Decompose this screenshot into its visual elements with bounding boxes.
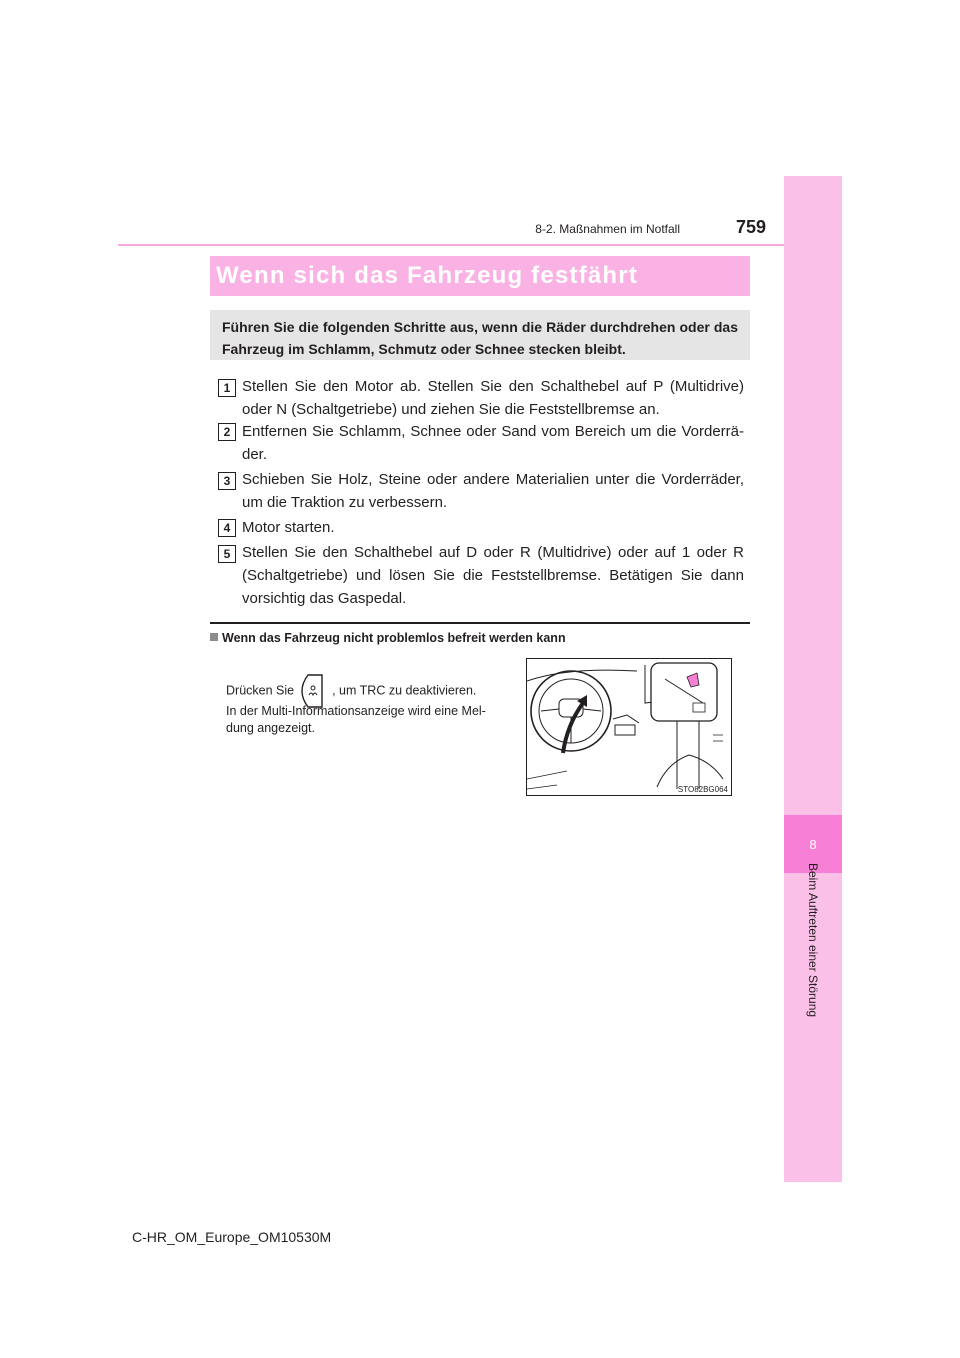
section-divider — [210, 622, 750, 624]
dashboard-illustration — [526, 658, 732, 796]
step-number-4: 4 — [218, 519, 236, 537]
side-strip — [784, 176, 842, 1182]
dashboard-drawing — [527, 659, 731, 795]
intro-text: Führen Sie die folgenden Schritte aus, wenn die Räder durchdrehen oder das Fahrzeug im Schlamm, Schmutz oder Schnee stecken bleibt. — [222, 319, 738, 357]
subsection-heading — [210, 631, 566, 645]
step-text-2: Entfernen Sie Schlamm, Schnee oder Sand vom Bereich um die Vorderrä-der. — [242, 423, 744, 463]
step-number-3: 3 — [218, 472, 236, 490]
step-text-5: Stellen Sie den Schalthebel auf D oder R (Multidrive) oder auf 1 oder R (Schaltgetriebe) und lösen Sie die Feststellbremse. Betätigen Sie dann vorsichtig das Gaspedal. — [242, 544, 744, 607]
figure-code: STO82BG064 — [677, 785, 728, 794]
step-text-4: Motor starten. — [242, 519, 335, 536]
page-number: 759 — [736, 217, 767, 237]
bullet-square-icon — [210, 633, 218, 641]
step-number-2: 2 — [218, 423, 236, 441]
press-text-before: Drücken Sie — [226, 683, 295, 698]
document-footer: C-HR_OM_Europe_OM10530M — [132, 1229, 332, 1245]
info-text: In der Multi-Informationsanzeige wird eine Mel-dung angezeigt. — [226, 704, 486, 735]
press-text-after: , um TRC zu deaktivieren. — [332, 683, 477, 698]
step-number-5: 5 — [218, 545, 236, 563]
step-number-1: 1 — [218, 379, 236, 397]
section-heading: 8-2. Maßnahmen im Notfall — [535, 222, 680, 236]
chapter-label: Beim Auftreten einer Störung — [806, 862, 820, 1018]
subsection-heading-text: Wenn das Fahrzeug nicht problemlos befreit werden kann — [222, 631, 566, 645]
chapter-number: 8 — [809, 836, 817, 852]
step-text-3: Schieben Sie Holz, Steine oder andere Materialien unter die Vorderräder, um die Traktion zu verbessern. — [242, 471, 744, 511]
header-rule — [118, 244, 784, 246]
step-text-1: Stellen Sie den Motor ab. Stellen Sie den Schalthebel auf P (Multidrive) oder N (Schaltgetriebe) und ziehen Sie die Feststellbremse an. — [242, 378, 744, 418]
page-title: Wenn sich das Fahrzeug festfährt — [216, 262, 639, 289]
